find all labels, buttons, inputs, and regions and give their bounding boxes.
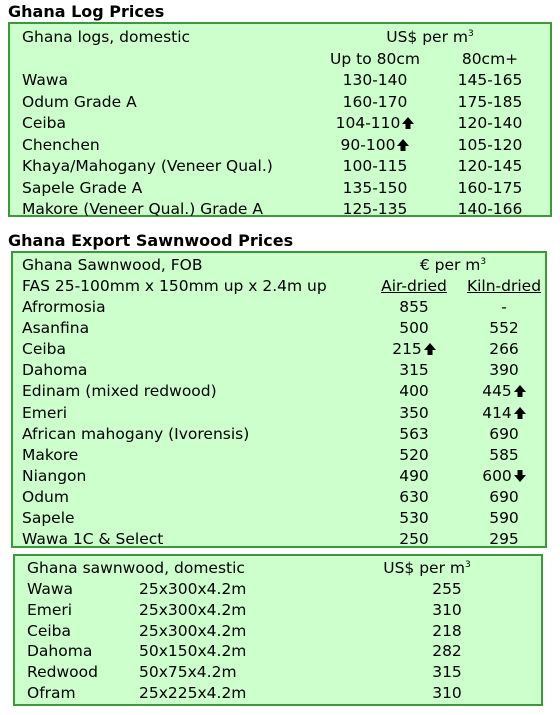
domestic-sawnwood-table — [13, 554, 543, 706]
price-kiln-dried: 590 — [489, 509, 519, 527]
table-row — [15, 600, 541, 621]
price-air-dried: 855 — [399, 298, 429, 316]
price-air-dried: 500 — [399, 319, 429, 338]
species-name: Ceiba — [22, 114, 67, 132]
dimension: 50x75x4.2m — [139, 663, 237, 682]
log-prices-table — [8, 22, 552, 217]
species-name: Afrormosia — [22, 298, 106, 316]
species-name: Odum — [22, 487, 69, 506]
price-domestic: 310 — [432, 684, 462, 702]
price-small-diameter: 135-150 — [342, 178, 408, 197]
log-table-subtitle: Ghana logs, domestic — [22, 28, 191, 46]
table-row — [10, 113, 550, 134]
table-row — [15, 683, 541, 704]
export-col-header-kiln: Kiln-dried — [466, 277, 542, 295]
price-small-diameter: 90-100 — [320, 135, 430, 156]
up-arrow-icon — [514, 407, 526, 419]
price-large-diameter: 175-185 — [457, 92, 523, 111]
species-name: Emeri — [27, 600, 73, 619]
up-arrow-icon — [402, 117, 414, 129]
species-name: Chenchen — [22, 135, 100, 154]
price-kiln-dried: 690 — [489, 424, 519, 443]
species-name: Sapele Grade A — [22, 178, 143, 197]
species-name: Redwood — [27, 663, 98, 682]
export-col-header-air: Air-dried — [381, 277, 447, 295]
table-row — [10, 70, 550, 91]
table-row — [13, 381, 545, 402]
dimension: 25x225x4.2m — [139, 684, 247, 702]
price-small-diameter: 130-140 — [342, 71, 408, 89]
price-air-dried: 350 — [399, 403, 429, 422]
price-domestic: 218 — [432, 621, 462, 640]
table-row — [13, 318, 545, 339]
price-small-diameter: 100-115 — [342, 157, 408, 175]
export-unit-label: € per $m^3$ — [419, 256, 487, 274]
price-kiln-dried: 600 — [459, 466, 549, 487]
price-small-diameter: 104-110 — [320, 113, 430, 134]
price-domestic: 310 — [432, 600, 462, 619]
table-row — [15, 641, 541, 662]
table-row — [15, 662, 541, 683]
price-kiln-dried: 295 — [489, 530, 519, 549]
price-small-diameter: 125-135 — [342, 200, 408, 218]
species-name: Ceiba — [27, 621, 72, 640]
price-air-dried: 530 — [399, 509, 429, 527]
species-name: Asanfina — [22, 319, 90, 338]
domestic-table-subtitle: Ghana sawnwood, domestic — [27, 559, 245, 577]
species-name: African mahogany (Ivorensis) — [22, 424, 250, 443]
table-row — [10, 178, 550, 199]
species-name: Makore (Veneer Qual.) Grade A — [22, 200, 263, 218]
table-row — [13, 297, 545, 318]
price-air-dried: 520 — [399, 445, 429, 464]
dimension: 25x300x4.2m — [139, 580, 247, 598]
price-kiln-dried: 390 — [489, 361, 519, 380]
table-row — [10, 135, 550, 156]
dimension: 50x150x4.2m — [139, 642, 247, 661]
table-row — [13, 445, 545, 466]
up-arrow-icon — [514, 385, 526, 397]
price-domestic: 282 — [432, 642, 462, 661]
up-arrow-icon — [424, 343, 436, 355]
price-small-diameter: 160-170 — [342, 92, 408, 111]
price-air-dried: 630 — [399, 487, 429, 506]
price-large-diameter: 140-166 — [457, 200, 523, 218]
species-name: Wawa — [22, 71, 69, 89]
species-name: Sapele — [22, 509, 75, 527]
species-name: Niangon — [22, 466, 87, 485]
export-table-subtitle: Ghana Sawnwood, FOB — [22, 256, 203, 274]
price-domestic: 255 — [432, 580, 462, 598]
table-row — [15, 621, 541, 642]
price-large-diameter: 120-145 — [457, 157, 523, 175]
log-col-header-small: Up to 80cm — [330, 50, 420, 68]
domestic-unit-label: US$ per $m^3$ — [383, 559, 471, 577]
price-kiln-dried: - — [501, 298, 507, 316]
table-row — [13, 403, 545, 424]
table-row — [13, 424, 545, 445]
dimension: 25x300x4.2m — [139, 600, 247, 619]
species-name: Odum Grade A — [22, 92, 137, 111]
species-name: Wawa 1C & Select — [22, 530, 164, 549]
species-name: Dahoma — [22, 361, 88, 380]
price-domestic: 315 — [432, 663, 462, 682]
log-unit-label: US$ per $m^3$ — [386, 28, 474, 46]
species-name: Ofram — [27, 684, 76, 702]
species-name: Edinam (mixed redwood) — [22, 382, 217, 401]
table-row — [10, 156, 550, 177]
table-row — [13, 360, 545, 381]
species-name: Makore — [22, 445, 79, 464]
table-row — [13, 339, 545, 360]
table-row — [10, 199, 550, 220]
price-kiln-dried: 690 — [489, 487, 519, 506]
price-large-diameter: 160-175 — [457, 178, 523, 197]
log-col-header-large: 80cm+ — [461, 50, 519, 68]
price-large-diameter: 145-165 — [457, 71, 523, 89]
price-air-dried: 400 — [399, 382, 429, 401]
price-air-dried: 563 — [399, 424, 429, 443]
price-kiln-dried: 552 — [489, 319, 519, 338]
species-name: Khaya/Mahogany (Veneer Qual.) — [22, 157, 273, 175]
table-row — [13, 508, 545, 529]
price-air-dried: 215 — [371, 339, 457, 360]
table-row — [10, 92, 550, 113]
price-kiln-dried: 414 — [459, 403, 549, 424]
table-row — [13, 529, 545, 550]
price-air-dried: 250 — [399, 530, 429, 549]
species-name: Emeri — [22, 403, 68, 422]
log-prices-heading: Ghana Log Prices — [8, 2, 165, 21]
dimension: 25x300x4.2m — [139, 621, 247, 640]
species-name: Wawa — [27, 580, 74, 598]
species-name: Ceiba — [22, 340, 67, 359]
price-air-dried: 315 — [399, 361, 429, 380]
price-large-diameter: 105-120 — [457, 135, 523, 154]
export-prices-heading: Ghana Export Sawnwood Prices — [8, 231, 294, 250]
table-row — [13, 487, 545, 508]
price-kiln-dried: 445 — [459, 381, 549, 402]
down-arrow-icon — [514, 470, 526, 482]
price-large-diameter: 120-140 — [457, 114, 523, 132]
price-air-dried: 490 — [399, 466, 429, 485]
up-arrow-icon — [397, 139, 409, 151]
price-kiln-dried: 266 — [489, 340, 519, 359]
species-name: Dahoma — [27, 642, 93, 661]
price-kiln-dried: 585 — [489, 445, 519, 464]
export-spec-label: FAS 25-100mm x 150mm up x 2.4m up — [22, 277, 327, 295]
export-prices-table — [11, 251, 547, 548]
table-row — [13, 466, 545, 487]
table-row — [15, 579, 541, 600]
